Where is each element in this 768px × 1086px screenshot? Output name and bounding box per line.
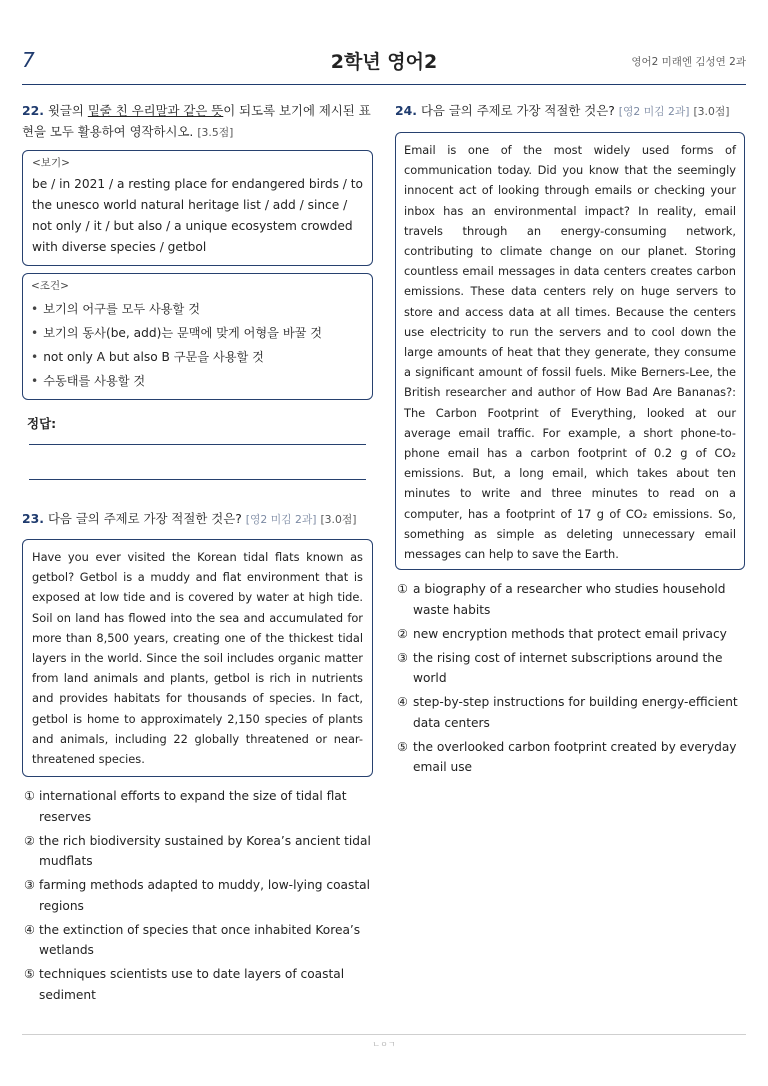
question-24-choices (395, 579, 745, 778)
choice-text: the rising cost of internet subscriptions around the world (413, 650, 723, 686)
page-number: 7 (22, 48, 35, 72)
conditions-box (22, 273, 373, 400)
choice-number: ⑤ (24, 967, 35, 982)
choice-3[interactable] (395, 648, 745, 689)
choice-1[interactable] (395, 579, 745, 620)
choice-2[interactable] (395, 624, 745, 645)
choice-4[interactable] (22, 920, 373, 961)
question-23 (22, 508, 373, 1005)
choice-number: ⑤ (397, 739, 408, 754)
answer-label: 정답: (27, 416, 57, 431)
condition-item: • 보기의 동사(be, add)는 문맥에 맞게 어형을 바꿀 것 (31, 321, 363, 345)
choice-5[interactable] (395, 737, 745, 778)
footer-divider (22, 1034, 746, 1035)
question-22 (22, 100, 373, 480)
bogi-label: <보기> (32, 157, 70, 169)
choice-number: ③ (397, 650, 408, 665)
question-22-prompt-after: 이 되도록 보기에 제시된 표현을 모두 활용하여 영작하시오. (22, 103, 371, 139)
question-23-passage: Have you ever visited the Korean tidal flats known as getbol? Getbol is a muddy and flat environment that is exposed at low tide and is covered by water at high tide. Soil on land has flowed into the sea and accumulated for more than 8,500 years, creating one of the thickest tidal layers in the world. Since the soil includes organic matter from land animals and plants, getbol is rich in nutrients and provides habitats for thousands of species. In fact, getbol is home to approximately 2,150 species of plants and animals, including 22 globally threatened or near-threatened species. (22, 539, 373, 777)
choice-text: international efforts to expand the size of tidal flat reserves (39, 789, 347, 824)
question-23-meta: [영2 미김 2과] (245, 513, 317, 526)
page-header (22, 44, 746, 80)
question-23-prompt-text: 다음 글의 주제로 가장 적절한 것은? (47, 511, 242, 526)
header-divider (22, 84, 746, 85)
choice-number: ④ (397, 695, 408, 710)
page-subtitle: 영어2 미래엔 김성연 2과 (631, 56, 746, 68)
choice-5[interactable] (22, 964, 373, 1005)
question-24-passage: Email is one of the most widely used forms of communication today. Did you know that the seemingly innocent act of looking through emails or checking your inbox has an environmental impact? In reality, email travels through an energy-consuming network, contributing to climate change on our planet. Storing countless email messages in data centers creates carbon emissions. These data centers rely on huge servers to store and access data at all times. Because the centers use electricity to run the servers and to cool down the large amounts of heat that they generate, they consume a significant amount of fossil fuels. Mike Berners-Lee, the British researcher and author of How Bad Are Bananas?: The Carbon Footprint of Everything, looked at our average email traffic. For example, a short phone-to-phone email has a carbon footprint of 0.2 g of CO₂ emissions. But, a long email, which takes about ten minutes to write and three minutes to read on a computer, has a footprint of 17 g of CO₂ emissions. So, something as simple as deleting unnecessary email messages can help to save the Earth. (395, 132, 745, 570)
question-24-meta: [영2 미김 2과] (618, 105, 690, 118)
choice-text: the extinction of species that once inhabited Korea’s wetlands (39, 922, 361, 958)
footer-text: ㄴㅇㄱ (372, 1040, 396, 1049)
choice-number: ② (397, 626, 408, 641)
choice-text: techniques scientists use to date layers of coastal sediment (39, 967, 345, 1002)
choice-text: the rich biodiversity sustained by Korea’s ancient tidal mudflats (39, 833, 371, 869)
choice-text: a biography of a researcher who studies household waste habits (413, 582, 726, 617)
question-23-prompt (22, 508, 373, 530)
question-22-number: 22. (22, 103, 44, 118)
choice-4[interactable] (395, 692, 745, 733)
bogi-box (22, 150, 373, 266)
choice-number: ② (24, 833, 35, 848)
question-22-prompt-underlined: 밑줄 친 우리말과 같은 뜻 (87, 103, 224, 118)
conditions-list (31, 297, 363, 393)
question-24-points: [3.0점] (693, 105, 730, 118)
question-23-points: [3.0점] (320, 513, 357, 526)
choice-text: farming methods adapted to muddy, low-lying coastal regions (39, 878, 371, 913)
question-22-prompt (22, 100, 373, 143)
question-23-choices (22, 786, 373, 1005)
condition-item: • 수동태를 사용할 것 (31, 369, 363, 393)
question-22-prompt-before: 윗글의 (47, 103, 88, 118)
choice-text: new encryption methods that protect email privacy (413, 626, 727, 641)
choice-2[interactable] (22, 831, 373, 872)
choice-text: the overlooked carbon footprint created by everyday email use (413, 739, 737, 775)
answer-line-1[interactable] (29, 444, 366, 445)
question-24-prompt-text: 다음 글의 주제로 가장 적절한 것은? (420, 103, 615, 118)
choice-number: ① (24, 789, 35, 804)
condition-item: • 보기의 어구를 모두 사용할 것 (31, 297, 363, 321)
choice-3[interactable] (22, 875, 373, 916)
question-24-prompt (395, 100, 745, 122)
condition-item: • not only A but also B 구문을 사용할 것 (31, 345, 363, 369)
page-title: 2학년 영어2 (330, 51, 438, 73)
right-column (395, 100, 745, 781)
choice-text: step-by-step instructions for building energy-efficient data centers (413, 695, 738, 730)
question-24-number: 24. (395, 103, 417, 118)
bogi-text: be / in 2021 / a resting place for endangered birds / to the unesco world natural heritage list / add / since / not only / it / but also / a unique ecosystem crowded with diverse species / getbol (32, 177, 364, 254)
question-22-points: [3.5점] (197, 126, 234, 139)
choice-number: ① (397, 582, 408, 597)
answer-line-2[interactable] (29, 479, 366, 480)
question-24 (395, 100, 745, 778)
choice-1[interactable] (22, 786, 373, 827)
choice-number: ④ (24, 922, 35, 937)
conditions-label: <조건> (31, 280, 69, 292)
left-column (22, 100, 373, 1009)
question-23-number: 23. (22, 511, 44, 526)
choice-number: ③ (24, 878, 35, 893)
